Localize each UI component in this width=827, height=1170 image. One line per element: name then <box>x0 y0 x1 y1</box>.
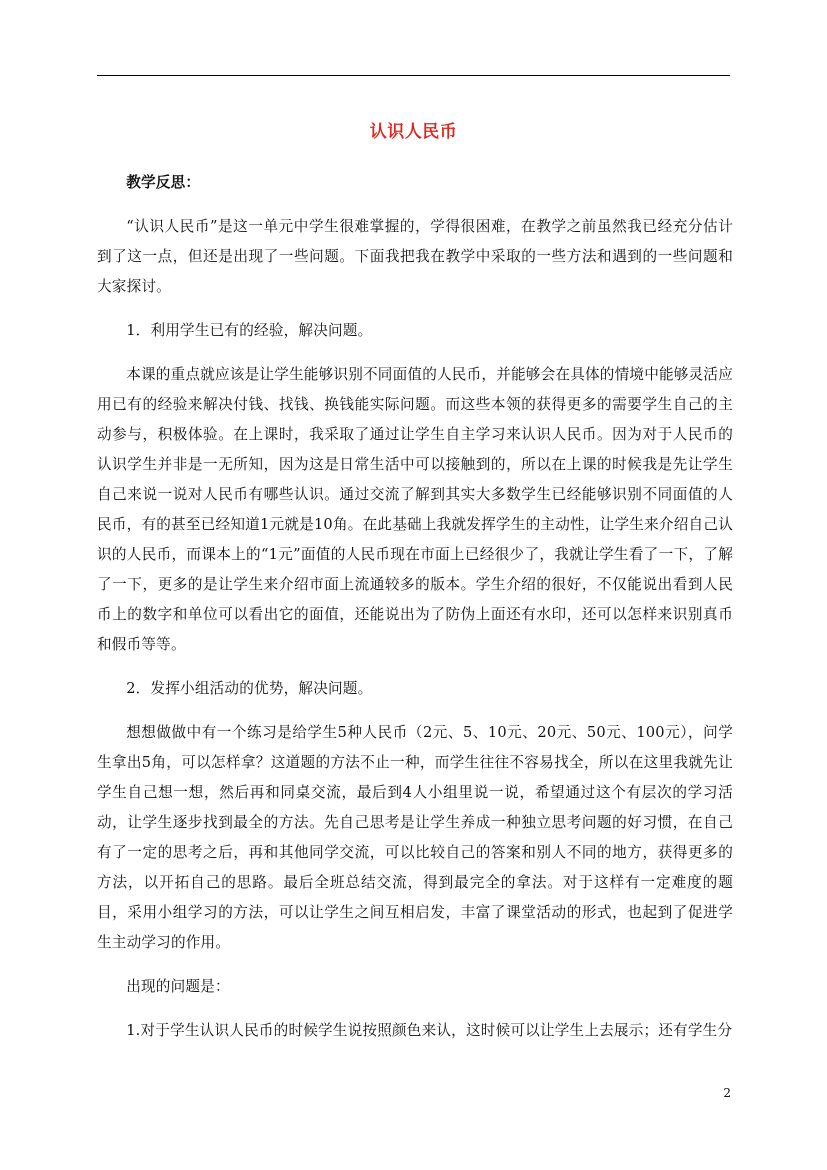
document-title: 认识人民币 <box>369 122 458 142</box>
problems-heading: 出现的问题是： <box>126 978 230 995</box>
point-2-heading: 2．发挥小组活动的优势，解决问题。 <box>126 680 373 697</box>
document-body <box>97 168 733 1060</box>
page-number: 2 <box>723 1086 731 1100</box>
point-1-heading: 1．利用学生已有的经验，解决问题。 <box>126 322 373 339</box>
problem-1-text: 1.对于学生认识人民币的时候学生说按照颜色来认，这时候可以让学生上去展示；还有学生分 <box>126 1022 733 1039</box>
section-heading: 教学反思： <box>126 174 201 191</box>
header-rule <box>97 75 730 76</box>
point-2-body: 想想做做中有一个练习是给学生5种人民币（2元、5、10元、20元、50元、100元），问学生拿出5角，可以怎样拿？这道题的方法不止一种，而学生往往不容易找全，所以在这里我就先让学生自己想一想，然后再和同桌交流，最后到4人小组里说一说，希望通过这个有层次的学习活动，让学生逐步找到最全的方法。先自己思考是让学生养成一种独立思考问题的好习惯，在自己有了一定的思考之后，再和其他同学交流，可以比较自己的答案和别人不同的地方，获得更多的方法，以开拓自己的思路。最后全班总结交流，得到最完全的拿法。对于这样有一定难度的题目，采用小组学习的方法，可以让学生之间互相启发，丰富了课堂活动的形式，也起到了促进学生主动学习的作用。 <box>97 724 733 951</box>
intro-paragraph: “认识人民币”是这一单元中学生很难掌握的，学得很困难，在教学之前虽然我已经充分估计到了这一点，但还是出现了一些问题。下面我把我在教学中采取的一些方法和遇到的一些问题和大家探讨。 <box>97 218 733 295</box>
point-1-body: 本课的重点就应该是让学生能够识别不同面值的人民币，并能够会在具体的情境中能够灵活应用已有的经验来解决付钱、找钱、换钱能实际问题。而这些本领的获得更多的需要学生自己的主动参与，积极体验。在上课时，我采取了通过让学生自主学习来认识人民币。因为对于人民币的认识学生并非是一无所知，因为这是日常生活中可以接触到的，所以在上课的时候我是先让学生自己来说一说对人民币有哪些认识。通过交流了解到其实大多数学生已经能够识别不同面值的人民币，有的甚至已经知道1元就是10角。在此基础上我就发挥学生的主动性，让学生来介绍自己认识的人民币，而课本上的“1元”面值的人民币现在市面上已经很少了，我就让学生看了一下，了解了一下，更多的是让学生来介绍市面上流通较多的版本。学生介绍的很好，不仅能说出看到人民币上的数字和单位可以看出它的面值，还能说出为了防伪上面还有水印，还可以怎样来识别真币和假币等等。 <box>97 366 733 653</box>
